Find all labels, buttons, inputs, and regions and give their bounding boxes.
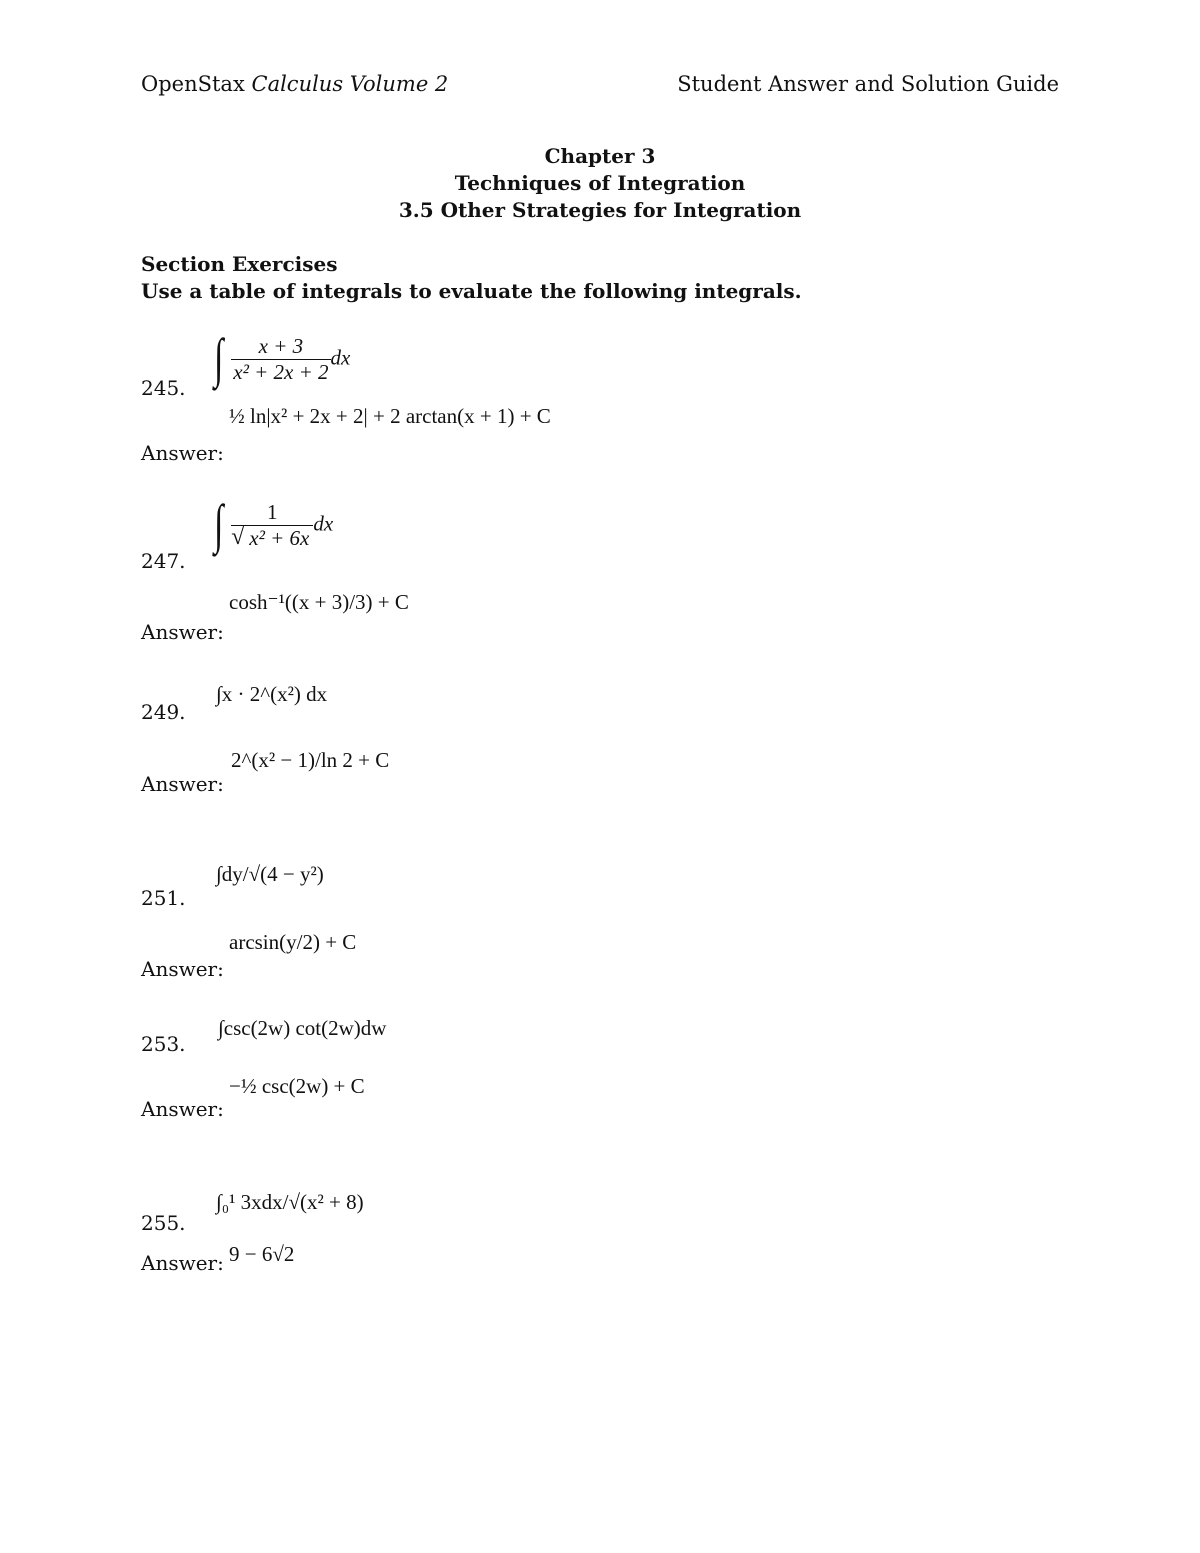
problem-251-integral: ∫dy/√(4 − y²) [216,862,324,886]
differential: dx [330,345,351,370]
radicand: x² + 6x [249,526,310,550]
answer-247: cosh⁻¹((x + 3)/3) + C [229,590,409,614]
fraction [231,334,330,385]
chapter-number: Chapter 3 [544,144,656,168]
answer-251: arcsin(y/2) + C [229,930,357,954]
integral-sign: ∫ [214,495,224,555]
problem-249-integral: ∫x · 2^(x²) dx [216,682,328,706]
header-guide-title: Student Answer and Solution Guide [677,72,1059,96]
answer-253: −½ csc(2w) + C [229,1074,365,1098]
answer-245: ½ ln|x² + 2x + 2| + 2 arctan(x + 1) + C [229,404,551,428]
answer-label: Answer: [141,620,224,644]
chapter-titles [0,143,1200,224]
answer-label: Answer: [141,441,224,465]
exercises-instruction: Use a table of integrals to evaluate the following integrals. [141,279,802,303]
section-title: 3.5 Other Strategies for Integration [398,198,802,222]
problem-247-integral [214,495,334,555]
problem-255-integral: ∫₀¹ 3xdx/√(x² + 8) [216,1190,364,1214]
answer-255: 9 − 6√2 [229,1242,295,1266]
problem-number: 255. [141,1211,186,1235]
header-publisher: OpenStax [141,72,245,96]
problem-number: 251. [141,886,186,910]
fraction [231,500,313,551]
header-book-title [141,72,448,96]
denominator: x² + 2x + 2 [233,360,329,384]
numerator: 1 [267,500,278,524]
problem-245-integral [214,329,351,389]
denominator [231,526,313,551]
answer-label: Answer: [141,1251,224,1275]
problem-number: 247. [141,549,186,573]
answer-label: Answer: [141,957,224,981]
differential: dx [313,511,334,536]
numerator: x + 3 [258,334,304,358]
chapter-topic: Techniques of Integration [454,171,746,195]
answer-249: 2^(x² − 1)/ln 2 + C [231,748,390,772]
answer-label: Answer: [141,1097,224,1121]
problem-number: 245. [141,376,186,400]
answer-label: Answer: [141,772,224,796]
section-exercises [141,251,802,305]
problem-number: 253. [141,1032,186,1056]
problem-253-integral: ∫csc(2w) cot(2w)dw [218,1016,387,1040]
problem-number: 249. [141,700,186,724]
exercises-heading: Section Exercises [141,252,338,276]
square-root [233,526,311,551]
header-volume: Calculus Volume 2 [251,72,449,96]
integral-sign: ∫ [214,329,224,389]
